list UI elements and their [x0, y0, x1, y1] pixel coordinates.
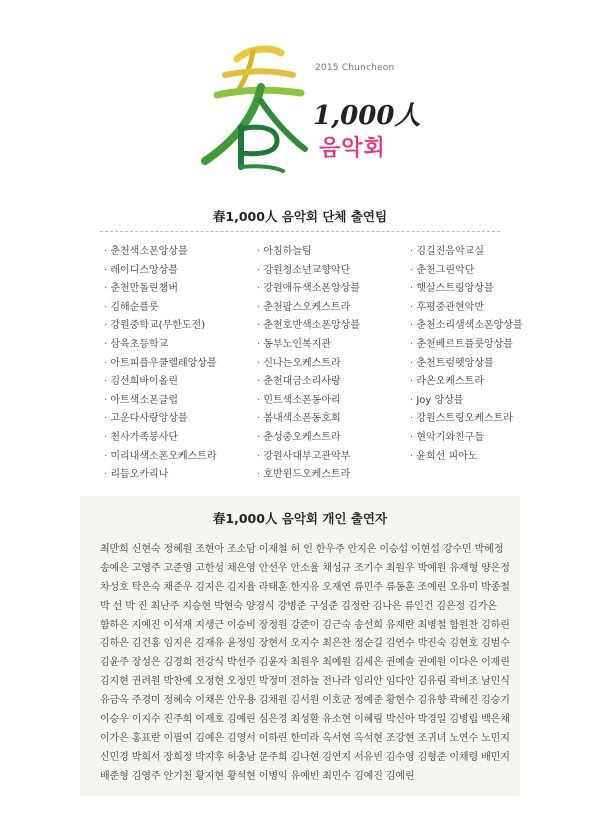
group-list-item: · 춘천그린악단: [410, 262, 523, 281]
name-line: 배준형 김영주 안기천 황지현 황석현 이병익 유예빈 최민수 김예진 김예린: [100, 770, 415, 782]
group-list-column-3: [410, 243, 523, 466]
name-line: 이가은 홍표란 이필여 김예은 김영서 이하린 한미라 옥서현 옥석현 조강현 조귀녀 노연수 노민지: [100, 732, 510, 744]
group-list-item: · 강원청소년교향악단: [257, 262, 360, 281]
individuals-section-title: 春1,000人 음악회 개인 출연자: [212, 511, 388, 526]
group-list-item: · 천사가족봉사단: [104, 429, 217, 448]
name-line: 최만희 신현숙 정혜원 조현아 조소담 이재철 허 인 한우주 안지은 이승섭 이현섭 강수민 박혜정: [100, 544, 504, 555]
group-list-item: · 춘천만돌린챔버: [104, 280, 217, 299]
group-list-item: · 현악기와친구들: [410, 429, 523, 448]
name-line: 이승우 이지수 진주희 이재호 김예린 심은경 최성환 유소현 이혜림 박신아 박경일 김병립 백은채: [100, 714, 510, 726]
group-list-column-1: [104, 243, 217, 485]
group-list-item: · 강원사대부고관악부: [257, 448, 360, 467]
group-list-item: · 김길진음악교실: [410, 243, 523, 262]
group-list-item: · 후평중관현악반: [410, 299, 523, 318]
group-list-item: · 미리내색소폰오케스트라: [104, 448, 217, 467]
name-line: 박 선 박 진 최난주 지승현 박현숙 양경식 강병준 구성준 김정란 김나은 류인건 김은정 김가온: [100, 600, 497, 612]
group-list-item: · 강원스트링오케스트라: [410, 410, 523, 429]
group-list-item: · 춘천색소폰앙상블: [104, 243, 217, 262]
name-line: 김지현 권려원 박찬예 오정현 오정민 박정미 전하늘 전나라 임리안 임다안 김유림 곽비조 남민식: [100, 676, 510, 688]
group-list-item: · 아트색소폰클럽: [104, 392, 217, 411]
name-line: 차성호 탁은숙 채준우 김지은 김지율 라태훈 한지유 오재연 류민주 류동훈 조예린 오유미 박종철: [100, 581, 510, 593]
group-list-item: · 춘성중오케스트라: [257, 429, 360, 448]
group-list-item: · 아트피플우쿨렐레앙상블: [104, 355, 217, 374]
group-list-item: · 레이디스앙상블: [104, 262, 217, 281]
group-list-column-2: [257, 243, 360, 485]
group-list-item: · 봄내색소폰동호회: [257, 410, 360, 429]
group-list-item: · 호반윈드오케스트라: [257, 466, 360, 485]
concert-logo: [195, 45, 425, 175]
name-line: 신민경 박희서 장희정 박지후 허충남 문주희 김나현 김연지 서유빈 김수영 김형준 이채령 배민지: [100, 751, 510, 763]
logo-year-label: 2015 Chuncheon: [315, 63, 395, 73]
group-list-item: · 춘천소리샘색소폰앙상블: [410, 317, 523, 336]
individual-name-list: [100, 541, 520, 787]
group-list-item: · 춘천호반색소폰앙상블: [257, 317, 360, 336]
group-list-item: · 햇살스트링앙상블: [410, 280, 523, 299]
logo-title-word: 음악회: [319, 136, 386, 161]
name-line: 함하은 지예진 이석재 지생근 이승비 장정원 강준이 김근숙 송선희 유재란 최병철 함원찬 김하린: [100, 619, 510, 631]
group-list-item: · 강원애듀색소폰앙상블: [257, 280, 360, 299]
group-list-item: · 윤희선 피아노: [410, 448, 523, 467]
group-list-item: · 춘천트럼펫앙상블: [410, 355, 523, 374]
group-list-item: · 신나는오케스트라: [257, 355, 360, 374]
name-line: 송예은 고영주 고준영 고한성 채은영 안선우 안소율 채성규 조기수 최원우 박예원 유재형 양은정: [100, 562, 510, 574]
chun-calligraphy-icon: [195, 45, 315, 175]
name-line: 김하은 김건홍 임지은 김재유 윤정임 장현서 오지수 최은찬 정순길 김연수 박진숙 김현호 김범수: [100, 638, 510, 650]
groups-section-title: 春1,000人 음악회 단체 출연팀: [212, 209, 388, 224]
group-list-item: · 민트색소폰동아리: [257, 392, 360, 411]
group-list-item: · 삼육초등학교: [104, 336, 217, 355]
section-divider: [100, 231, 500, 232]
group-list-item: · 동부노인복지관: [257, 336, 360, 355]
name-line: 김윤주 장성은 김경희 전강식 박선주 김윤자 최원우 최예원 김세은 권예솔 권예원 이다은 이재린: [100, 657, 510, 669]
logo-title-number: 1,000人: [313, 101, 421, 131]
group-list-item: · 춘천팝스오케스트라: [257, 299, 360, 318]
group-list-item: · 김선희바이올린: [104, 373, 217, 392]
group-list-item: · 김해순플룻: [104, 299, 217, 318]
group-list-item: · Joy 앙상블: [410, 392, 523, 411]
group-list-item: · 라온오케스트라: [410, 373, 523, 392]
group-list-item: · 춘천베르트플룻앙상블: [410, 336, 523, 355]
group-list-item: · 강원중학교(무한도전): [104, 317, 217, 336]
name-line: 유금옥 주경미 정혜숙 이채은 안우용 김채원 김서원 이호균 정예준 황현수 김유향 곽혜진 김승기: [100, 695, 510, 707]
group-list-item: · 리듬오카리나: [104, 466, 217, 485]
group-list-item: · 아침하늘팀: [257, 243, 360, 262]
group-list-item: · 고운다사랑앙상블: [104, 410, 217, 429]
group-list-item: · 춘천대금소리사랑: [257, 373, 360, 392]
